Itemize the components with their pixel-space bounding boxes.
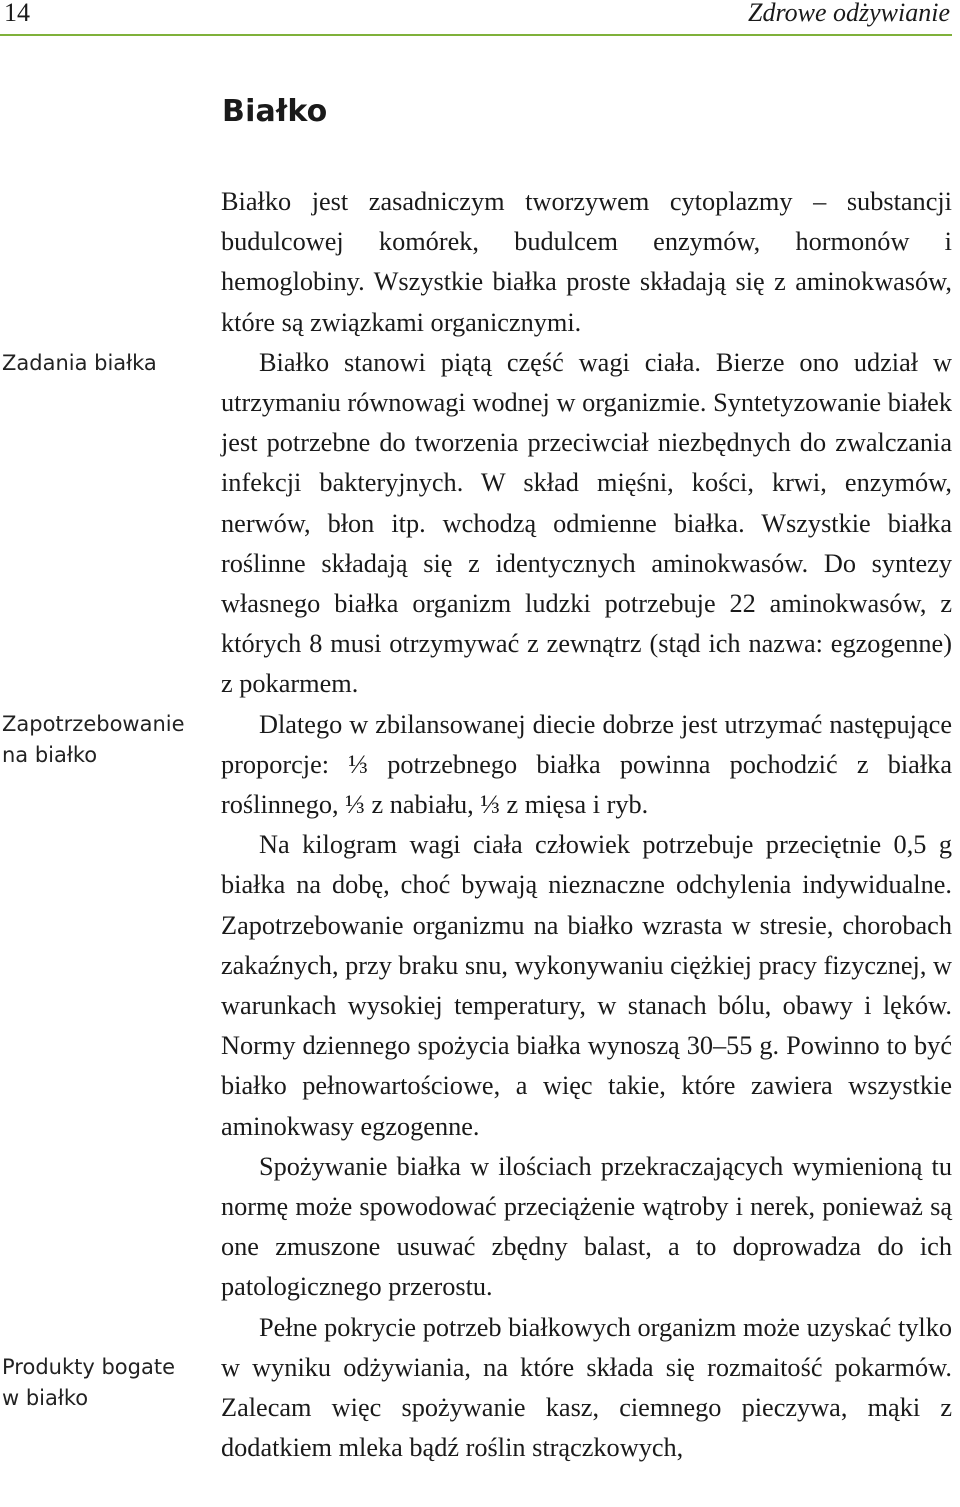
paragraph: Dlatego w zbilansowanej diecie dobrze jest utrzymać następujące proporcje: ⅓ potrzebnego białka powinna pochodzić z białka roślinnego, ⅓ z nabiału, ⅓ z mięsa i ryb. — [221, 709, 952, 820]
margin-note-protein-tasks — [2, 348, 157, 379]
margin-note-text: Zadania białka — [2, 351, 157, 375]
margin-note-text: Produkty bogate w białko — [2, 1355, 175, 1410]
header-rule — [0, 34, 952, 36]
paragraph: Białko stanowi piątą część wagi ciała. Bierze ono udział w utrzymaniu równowagi wodnej w organizmie. Syntetyzowanie białek jest potrzebne do tworzenia przeciwciał niezbędnych do zwalczania infekcji bakteryjnych. W skład mięśni, kości, krwi, enzymów, nerwów, błon itp. wchodzą odmienne białka. Wszystkie białka roślinne składają się z identycznych aminokwasów. Do syntezy własnego białka organizm ludzki potrzebuje 22 aminokwasów, z których 8 musi otrzymywać z zewnątrz (stąd ich nazwa: egzogenne) z pokarmem. — [221, 347, 952, 699]
page-header — [0, 0, 960, 36]
margin-note-text: Zapotrzebowanie na białko — [2, 712, 185, 767]
paragraph: Białko jest zasadniczym tworzywem cytoplazmy – substancji budulcowej komórek, budulcem enzymów, hormonów i hemoglobiny. Wszystkie białka proste składają się z aminokwasów, które są związkami organicznymi. — [221, 187, 952, 337]
paragraph: Na kilogram wagi ciała człowiek potrzebuje przeciętnie 0,5 g białka na dobę, choć bywają nieznaczne odchylenia indywidualne. Zapotrzebowanie organizmu na białko wzrasta w stresie, chorobach zakaźnych, przy braku snu, wykonywaniu ciężkiej pracy fizycznej, w warunkach wysokiej temperatury, w stanach bólu, obawy i lęków. Normy dziennego spożycia białka wynoszą 30–55 g. Powinno to być białko pełnowartościowe, a więc takie, które zawiera wszystkie aminokwasy egzogenne. — [221, 830, 952, 1141]
running-title: Zdrowe odżywianie — [748, 0, 950, 27]
margin-note-protein-requirement — [2, 709, 185, 771]
section-title: Białko — [222, 94, 328, 129]
margin-note-protein-foods — [2, 1352, 175, 1414]
paragraph: Pełne pokrycie potrzeb białkowych organizm może uzyskać tylko w wyniku odżywiania, na które składa się rozmaitość pokarmów. Zalecam więc spożywanie kasz, ciemnego pieczywa, mąki z dodatkiem mleka bądź roślin strączkowych, — [221, 1312, 952, 1463]
paragraph: Spożywanie białka w ilościach przekraczających wymienioną tu normę może spowodować przeciążenie wątroby i nerek, ponieważ są one zmuszone usuwać zbędny balast, a to doprowadza do ich patologicznego przerostu. — [221, 1151, 952, 1302]
page-number: 14 — [4, 0, 30, 27]
body-text — [221, 182, 952, 1469]
